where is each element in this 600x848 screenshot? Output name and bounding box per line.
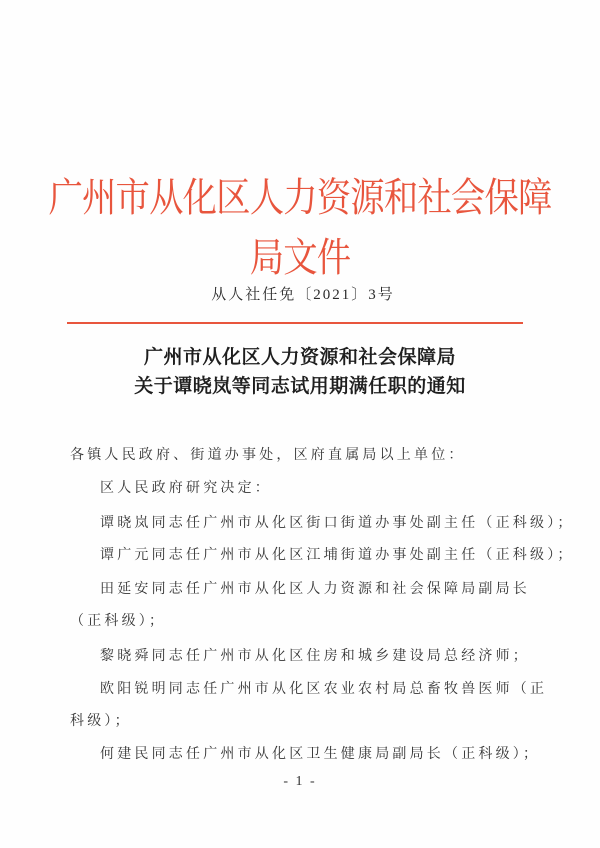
issuer-header: 广州市从化区人力资源和社会保障局文件 [48,175,552,281]
appointment-item-continued: 科级）； [70,713,132,729]
addressee: 各镇人民政府、街道办事处，区府直属局以上单位： [70,447,466,463]
appointment-item: 黎晓舜同志任广州市从化区住房和城乡建设局总经济师； [100,648,530,664]
red-divider [67,322,523,324]
appointment-item: 田延安同志任广州市从化区人力资源和社会保障局副局长 [100,581,530,597]
notice-title-line-1: 广州市从化区人力资源和社会保障局 [143,346,456,368]
appointment-item-continued: （正科级）； [70,613,167,629]
notice-title [0,343,600,401]
notice-title-line-2: 关于谭晓岚等同志试用期满任职的通知 [134,375,466,397]
document-number: 从人社任免〔2021〕3号 [211,287,395,303]
intro-paragraph: 区人民政府研究决定： [100,480,272,496]
appointment-item: 谭晓岚同志任广州市从化区街口街道办事处副主任（正科级）； [100,515,575,531]
appointment-item: 谭广元同志任广州市从化区江埔街道办事处副主任（正科级）； [100,547,575,563]
page-number: - 1 - [283,774,317,789]
appointment-item: 欧阳锐明同志任广州市从化区农业农村局总畜牧兽医师（正 [100,681,548,697]
appointment-item: 何建民同志任广州市从化区卫生健康局副局长（正科级）； [100,746,541,762]
